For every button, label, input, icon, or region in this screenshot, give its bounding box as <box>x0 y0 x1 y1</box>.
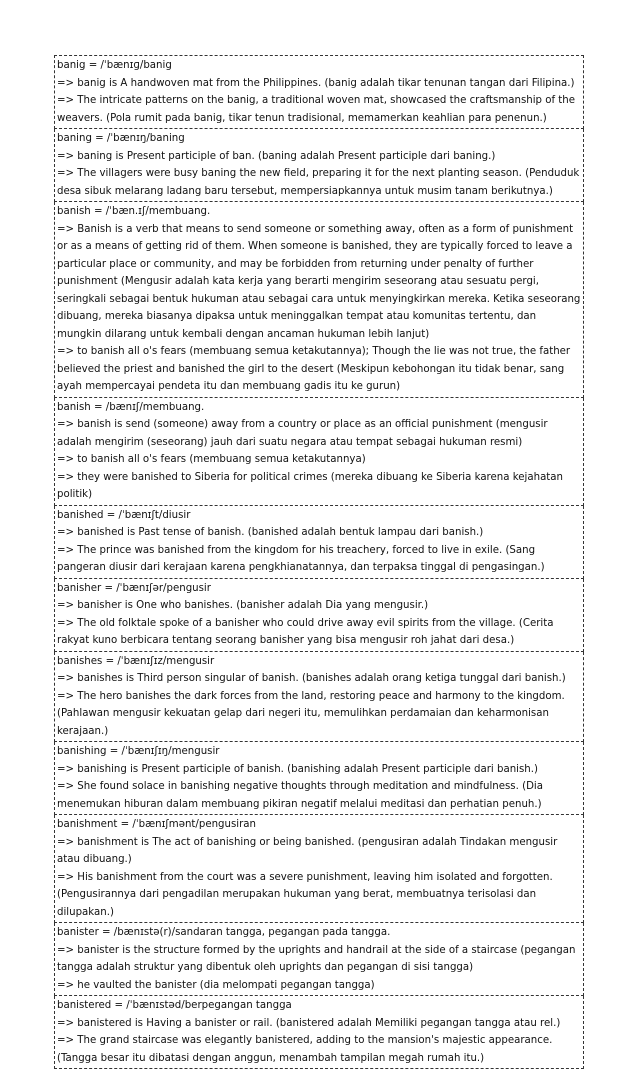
entry-definition-line: => The hero banishes the dark forces from the land, restoring peace and harmony to the kingdom. (Pahlawan mengusir kekuatan gelap dari negeri itu, memulihkan perdamaian dan keharmonisan kerajaan.) <box>57 690 565 737</box>
dictionary-entry <box>54 996 584 1069</box>
entry-definition-line: => banistered is Having a banister or rail. (banistered adalah Memiliki pegangan tangga atau rel.) <box>57 1017 561 1029</box>
entry-heading <box>57 580 581 598</box>
entry-definition-line: => to banish all o's fears (membuang semua ketakutannya); Though the lie was not true, the father believed the priest and banished the girl to the desert (Meskipun kebohongan itu tidak benar, sang ayah mempercayai pendeta itu dan membuang gadis itu ke gurun) <box>57 346 571 392</box>
dictionary-entry <box>54 815 584 923</box>
dictionary-entry <box>54 506 584 579</box>
entry-term: banished = /ˈbænɪʃt/ <box>57 509 163 521</box>
entry-translation: membuang. <box>142 401 205 413</box>
entry-term: banish = /ˈbæn.ɪʃ/ <box>57 206 149 217</box>
entry-heading <box>57 130 581 148</box>
entry-definition-line: => banishment is The act of banishing or being banished. (pengusiran adalah Tindakan mengusir atau dibuang.) <box>57 836 558 865</box>
entry-heading <box>57 924 581 942</box>
dictionary-entry <box>54 55 584 129</box>
entry-translation: berpegangan tangga <box>184 1000 292 1011</box>
entry-definition-line: => banished is Past tense of banish. (banished adalah bentuk lampau dari banish.) <box>57 527 484 538</box>
entry-term: banish = /bænɪʃ/ <box>57 401 143 413</box>
entry-definition-line: => to banish all o's fears (membuang semua ketakutannya) <box>57 454 366 465</box>
entry-term: banishes = /ˈbænɪʃɪz/ <box>57 655 167 667</box>
entry-translation: pengusiran <box>198 819 256 830</box>
entry-definition-line: => The grand staircase was elegantly banistered, adding to the mansion's majestic appearance. (Tangga besar itu dibatasi dengan anggun, menambah tampilan megah rumah itu.) <box>57 1035 553 1064</box>
entry-heading <box>57 743 581 761</box>
entry-heading <box>57 653 581 671</box>
entry-definition-line: => banishes is Third person singular of banish. (banishes adalah orang ketiga tunggal dari banish.) <box>57 673 566 684</box>
dictionary-page <box>54 55 584 1069</box>
dictionary-entry <box>54 923 584 996</box>
entry-definition-line: => banister is the structure formed by the uprights and handrail at the side of a staircase (pegangan tangga adalah struktur yang dibentuk oleh uprights dan pegangan di sisi tangga) <box>57 944 576 973</box>
entry-definition-line: => The prince was banished from the kingdom for his treachery, forced to live in exile. (Sang pangeran diusir dari kerajaan karena pengkhianatannya, dan terpaksa tinggal di pengasingan.) <box>57 544 545 573</box>
entry-term: banisher = /ˈbænɪʃər/ <box>57 582 167 594</box>
entry-term: banishment = /ˈbænɪʃmənt/ <box>57 819 199 830</box>
entry-translation: mengusir <box>166 655 215 667</box>
dictionary-entry <box>54 129 584 202</box>
entry-definition-line: => She found solace in banishing negative thoughts through meditation and mindfulness. (Dia menemukan hiburan dalam membuang pikiran negatif melalui meditasi dan perhatian penuh.) <box>57 781 543 810</box>
entry-heading <box>57 203 581 221</box>
entry-heading <box>57 399 581 417</box>
entry-term: banister = /bænɪstə(r)/ <box>57 927 176 938</box>
entry-translation: sandaran tangga, pegangan pada tangga. <box>175 927 391 938</box>
entry-term: baning = /ˈbænɪŋ/ <box>57 133 150 144</box>
entry-translation: membuang. <box>148 206 211 217</box>
entry-definition-line: => banishing is Present participle of banish. (banishing adalah Present participle dari banish.) <box>57 763 538 775</box>
entry-translation: pengusir <box>166 582 211 594</box>
entry-term: banistered = /ˈbænɪstəd/ <box>57 1000 185 1011</box>
entry-heading <box>57 57 581 75</box>
entry-translation: banig <box>143 60 172 71</box>
entry-definition-line: => His banishment from the court was a severe punishment, leaving him isolated and forgotten. (Pengusirannya dari pengadilan merupakan hukuman yang berat, membuatnya terisolasi dan dilupakan.) <box>57 871 553 918</box>
dictionary-entry <box>54 652 584 743</box>
entry-translation: mengusir <box>171 746 220 757</box>
entry-term: banishing = /ˈbænɪʃɪŋ/ <box>57 746 172 757</box>
entry-term: banig = /ˈbænɪɡ/ <box>57 60 144 71</box>
entry-translation: baning <box>149 133 185 144</box>
entry-definition-line: => The villagers were busy baning the new field, preparing it for the next planting season. (Penduduk desa sibuk melarang ladang baru tersebut, mempersiapkannya untuk musim tanam berikutnya.) <box>57 168 580 197</box>
dictionary-entry <box>54 742 584 815</box>
entry-definition-line: => The intricate patterns on the banig, a traditional woven mat, showcased the craftsmanship of the weavers. (Pola rumit pada banig, tikar tenun tradisional, memamerkan keahlian para penenun.) <box>57 95 576 124</box>
entry-definition-line: => they were banished to Siberia for political crimes (mereka dibuang ke Siberia karena kejahatan politik) <box>57 471 564 500</box>
dictionary-entry <box>54 579 584 652</box>
entry-definition-line: => he vaulted the banister (dia melompati pegangan tangga) <box>57 979 375 991</box>
entry-definition-line: => banish is send (someone) away from a country or place as an official punishment (mengusir adalah mengirim (seseorang) jauh dari suatu negara atau tempat sebagai hukuman resmi) <box>57 419 548 448</box>
entry-definition-line: => Banish is a verb that means to send someone or something away, often as a form of punishment or as a means of getting rid of them. When someone is banished, they are typically forced to leave a particular place or community, and may be forbidden from returning under penalty of further punishment (Mengusir adalah kata kerja yang berarti mengirim seseorang atau sesuatu pergi, seringkali sebagai bentuk hukuman atau sebagai cara untuk menyingkirkan mereka. Ketika seseorang dibuang, mereka biasanya dipaksa untuk meninggalkan tempat atau komunitas tertentu, dan mungkin dilarang untuk kembali dengan ancaman hukuman lebih lanjut) <box>57 223 581 340</box>
entry-definition-line: => The old folktale spoke of a banisher who could drive away evil spirits from the village. (Cerita rakyat kuno berbicara tentang seorang banisher yang bisa mengusir roh jahat dari desa.) <box>57 617 554 646</box>
entry-heading <box>57 816 581 834</box>
entry-translation: diusir <box>162 509 191 521</box>
dictionary-entry <box>54 398 584 506</box>
entry-heading <box>57 997 581 1015</box>
entry-definition-line: => baning is Present participle of ban. (baning adalah Present participle dari baning.) <box>57 150 496 162</box>
entry-definition-line: => banisher is One who banishes. (banisher adalah Dia yang mengusir.) <box>57 600 429 611</box>
entry-heading <box>57 507 581 525</box>
dictionary-entry <box>54 202 584 398</box>
entry-definition-line: => banig is A handwoven mat from the Philippines. (banig adalah tikar tenunan tangan dari Filipina.) <box>57 77 575 89</box>
